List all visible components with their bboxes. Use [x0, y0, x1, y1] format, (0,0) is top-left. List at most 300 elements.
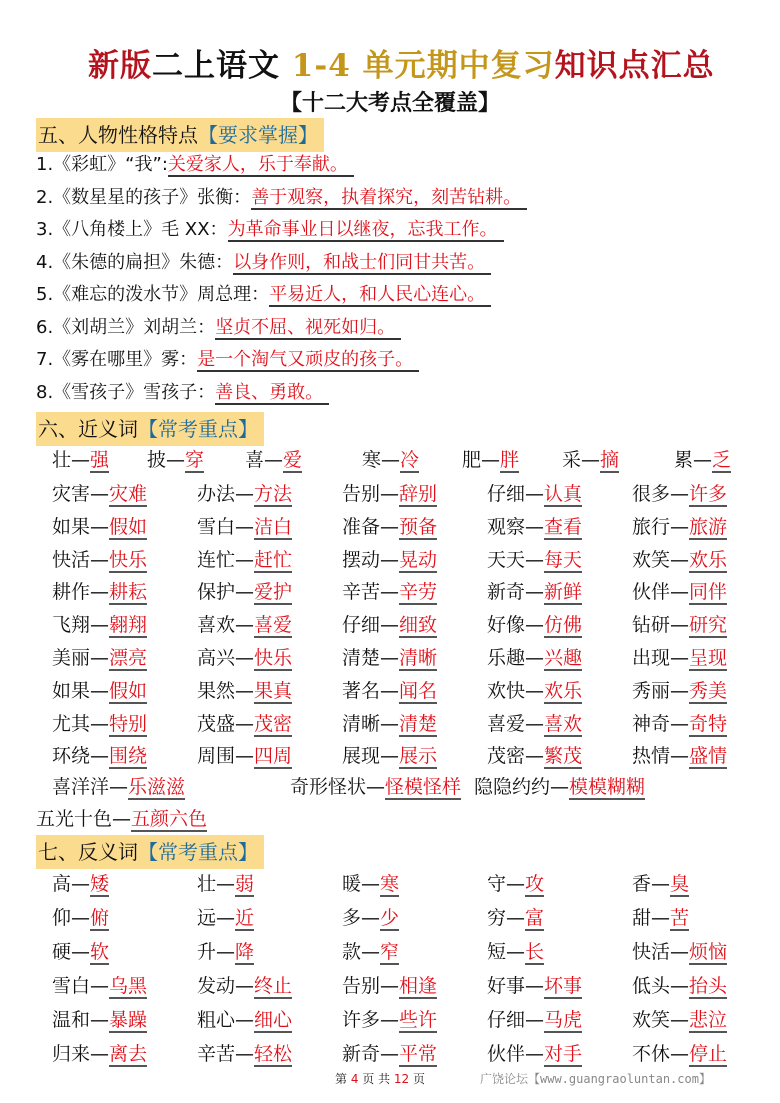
- word-answer: 乐滋滋: [128, 776, 186, 798]
- word-pair: [52, 576, 147, 608]
- section-7-tag: 【常考重点】: [138, 840, 258, 864]
- trait-item: [36, 313, 401, 343]
- word-pair: [487, 1004, 582, 1036]
- page-label-post: 页: [409, 1072, 426, 1086]
- word-answer: 辛劳: [399, 581, 438, 604]
- trait-item: [36, 248, 491, 278]
- trait-answer: 是一个淘气又顽皮的孩子。: [197, 349, 419, 372]
- word-answer: 摘: [600, 449, 620, 471]
- word-prompt: 新奇—: [342, 1043, 400, 1065]
- word-prompt: 守—: [487, 873, 526, 895]
- word-prompt: 出现—: [632, 647, 690, 669]
- trait-answer: 平易近人，和人民心连心。: [269, 284, 491, 307]
- word-answer: 新鲜: [544, 581, 583, 604]
- word-prompt: 神奇—: [632, 712, 690, 735]
- word-prompt: 仔细—: [342, 614, 400, 637]
- word-prompt: 奇形怪状—: [290, 776, 386, 798]
- word-pair: [342, 708, 437, 740]
- title-part-2: 二上语文: [152, 48, 280, 84]
- word-pair: [52, 936, 109, 968]
- word-answer: 弱: [235, 873, 255, 895]
- word-answer: 茂密: [254, 712, 293, 735]
- word-pair: [632, 1038, 727, 1070]
- word-answer: 爱护: [254, 581, 293, 604]
- word-answer: 冷: [400, 449, 420, 471]
- word-prompt: 清晰—: [342, 712, 400, 735]
- word-answer: 相逢: [399, 975, 438, 997]
- word-pair: [52, 478, 147, 510]
- word-pair: [487, 642, 582, 674]
- word-pair: [52, 1038, 147, 1070]
- word-answer: 欢乐: [689, 548, 728, 571]
- word-pair: [487, 902, 544, 934]
- word-pair: [487, 511, 582, 543]
- word-prompt: 伙伴—: [632, 581, 690, 604]
- word-answer: 臭: [670, 873, 690, 895]
- word-pair: [632, 1004, 727, 1036]
- word-pair: [197, 511, 292, 543]
- word-prompt: 如果—: [52, 515, 110, 538]
- word-answer: 富: [525, 907, 545, 929]
- word-pair: [632, 740, 727, 772]
- word-pair: [197, 936, 254, 968]
- word-prompt: 辛苦—: [197, 1043, 255, 1065]
- word-answer: 翱翔: [109, 614, 148, 637]
- trait-question: 7.《雾在哪里》雾：: [36, 349, 198, 370]
- word-pair: [487, 740, 582, 772]
- word-answer: 轻松: [254, 1043, 293, 1065]
- word-answer: 乌黑: [109, 975, 148, 997]
- word-pair: [36, 803, 207, 835]
- word-prompt: 欢快—: [487, 679, 545, 702]
- trait-question: 1.《彩虹》“我”:: [36, 154, 168, 175]
- word-prompt: 辛苦—: [342, 581, 400, 604]
- word-prompt: 准备—: [342, 515, 400, 538]
- word-answer: 对手: [544, 1043, 583, 1065]
- word-pair: [632, 708, 727, 740]
- word-answer: 赶忙: [254, 548, 293, 571]
- word-prompt: 展现—: [342, 745, 400, 768]
- word-pair: [197, 868, 254, 900]
- word-answer: 假如: [109, 515, 148, 538]
- word-answer: 快乐: [254, 647, 293, 669]
- word-prompt: 暖—: [342, 873, 381, 895]
- word-pair: [487, 936, 544, 968]
- word-answer: 暴躁: [109, 1009, 148, 1031]
- word-answer: 方法: [254, 483, 293, 505]
- section-6-title: 六、近义词: [38, 417, 138, 441]
- section-7-title: 七、反义词: [38, 840, 138, 864]
- word-pair: [632, 675, 727, 707]
- trait-item: [36, 183, 527, 213]
- word-prompt: 周围—: [197, 745, 255, 768]
- word-answer: 喜爱: [254, 614, 293, 637]
- word-answer: 预备: [399, 515, 438, 538]
- word-answer: 果真: [254, 679, 293, 702]
- word-pair: [632, 970, 727, 1002]
- word-pair: [342, 1004, 437, 1036]
- word-pair: [52, 708, 147, 740]
- word-pair: [197, 675, 292, 707]
- word-pair: [632, 902, 689, 934]
- current-page: 4: [350, 1072, 359, 1086]
- word-prompt: 许多—: [342, 1009, 400, 1031]
- word-answer: 停止: [689, 1043, 728, 1065]
- word-prompt: 多—: [342, 907, 381, 929]
- word-pair: [632, 544, 727, 576]
- word-answer: 盛情: [689, 745, 728, 768]
- trait-answer: 以身作则，和战士们同甘共苦。: [233, 252, 491, 275]
- word-prompt: 好像—: [487, 614, 545, 637]
- word-answer: 查看: [544, 515, 583, 538]
- trait-item: [36, 378, 329, 408]
- word-answer: 终止: [254, 975, 293, 997]
- word-pair: [342, 970, 437, 1002]
- word-pair: [562, 444, 619, 476]
- word-prompt: 升—: [197, 941, 236, 963]
- word-pair: [197, 609, 292, 641]
- title-part-4: 知识点汇总: [554, 48, 715, 84]
- word-prompt: 披—: [147, 449, 186, 471]
- word-answer: 软: [90, 941, 110, 963]
- word-pair: [342, 936, 399, 968]
- word-answer: 怪模怪样: [385, 776, 462, 798]
- word-prompt: 快活—: [632, 941, 690, 963]
- word-pair: [197, 576, 292, 608]
- word-prompt: 高—: [52, 873, 91, 895]
- word-answer: 认真: [544, 483, 583, 505]
- word-answer: 乏: [712, 449, 732, 471]
- word-pair: [342, 642, 437, 674]
- word-answer: 研究: [689, 614, 728, 637]
- word-answer: 寒: [380, 873, 400, 895]
- word-prompt: 喜欢—: [197, 614, 255, 637]
- word-prompt: 钻研—: [632, 614, 690, 637]
- word-prompt: 观察—: [487, 515, 545, 538]
- word-answer: 离去: [109, 1043, 148, 1065]
- word-prompt: 尤其—: [52, 712, 110, 735]
- word-pair: [52, 970, 147, 1002]
- word-prompt: 喜爱—: [487, 712, 545, 735]
- word-answer: 些许: [399, 1009, 438, 1031]
- word-prompt: 短—: [487, 941, 526, 963]
- word-pair: [52, 544, 147, 576]
- word-answer: 闻名: [399, 679, 438, 702]
- section-5-tag: 【要求掌握】: [198, 123, 318, 147]
- word-answer: 平常: [399, 1043, 438, 1065]
- word-prompt: 告别—: [342, 483, 400, 505]
- word-pair: [342, 511, 437, 543]
- word-answer: 少: [380, 907, 400, 929]
- word-pair: [487, 478, 582, 510]
- word-answer: 每天: [544, 548, 583, 571]
- word-prompt: 壮—: [52, 449, 91, 471]
- trait-answer: 坚贞不屈、视死如归。: [215, 317, 401, 340]
- word-pair: [52, 675, 147, 707]
- word-prompt: 粗心—: [197, 1009, 255, 1031]
- trait-item: [36, 150, 354, 180]
- word-pair: [52, 609, 147, 641]
- word-pair: [342, 675, 437, 707]
- word-prompt: 仔细—: [487, 1009, 545, 1031]
- word-answer: 耕耘: [109, 581, 148, 604]
- word-prompt: 连忙—: [197, 548, 255, 571]
- word-pair: [197, 708, 292, 740]
- word-answer: 降: [235, 941, 255, 963]
- word-answer: 洁白: [254, 515, 293, 538]
- word-pair: [197, 1038, 292, 1070]
- word-answer: 灾难: [109, 483, 148, 505]
- word-prompt: 采—: [562, 449, 601, 471]
- word-prompt: 耕作—: [52, 581, 110, 604]
- section-5-title: 五、人物性格特点: [38, 123, 198, 147]
- word-pair: [52, 902, 109, 934]
- section-7-heading: [36, 835, 264, 869]
- word-answer: 繁茂: [544, 745, 583, 768]
- section-5-heading: [36, 118, 324, 152]
- word-pair: [487, 868, 544, 900]
- word-answer: 强: [90, 449, 110, 471]
- word-prompt: 美丽—: [52, 647, 110, 669]
- word-pair: [487, 609, 582, 641]
- word-prompt: 好事—: [487, 975, 545, 997]
- section-6-tag: 【常考重点】: [138, 417, 258, 441]
- word-answer: 细心: [254, 1009, 293, 1031]
- word-pair: [197, 478, 292, 510]
- word-prompt: 摆动—: [342, 548, 400, 571]
- word-prompt: 高兴—: [197, 647, 255, 669]
- word-pair: [632, 478, 727, 510]
- trait-item: [36, 215, 504, 245]
- trait-question: 3.《八角楼上》毛 XX：: [36, 219, 228, 240]
- word-prompt: 雪白—: [197, 515, 255, 538]
- word-pair: [632, 936, 727, 968]
- word-prompt: 喜—: [245, 449, 284, 471]
- word-pair: [674, 444, 731, 476]
- page-number: [335, 1070, 425, 1087]
- word-pair: [632, 609, 727, 641]
- word-prompt: 旅行—: [632, 515, 690, 538]
- word-prompt: 乐趣—: [487, 647, 545, 669]
- word-prompt: 穷—: [487, 907, 526, 929]
- word-pair: [342, 1038, 437, 1070]
- word-pair: [487, 576, 582, 608]
- word-prompt: 新奇—: [487, 581, 545, 604]
- trait-question: 5.《难忘的泼水节》周总理：: [36, 284, 270, 305]
- word-pair: [362, 444, 419, 476]
- word-prompt: 低头—: [632, 975, 690, 997]
- word-prompt: 灾害—: [52, 483, 110, 505]
- page-label-pre: 第: [335, 1072, 351, 1086]
- page-label-mid: 页 共: [358, 1072, 394, 1086]
- word-prompt: 硬—: [52, 941, 91, 963]
- word-prompt: 茂密—: [487, 745, 545, 768]
- word-answer: 抬头: [689, 975, 728, 997]
- word-prompt: 秀丽—: [632, 679, 690, 702]
- word-answer: 仿佛: [544, 614, 583, 637]
- word-pair: [197, 902, 254, 934]
- word-prompt: 环绕—: [52, 745, 110, 768]
- trait-question: 2.《数星星的孩子》张衡：: [36, 186, 252, 208]
- word-answer: 马虎: [544, 1009, 583, 1031]
- word-prompt: 发动—: [197, 975, 255, 997]
- word-pair: [487, 708, 582, 740]
- trait-question: 4.《朱德的扁担》朱德：: [36, 251, 234, 273]
- word-answer: 围绕: [109, 745, 148, 768]
- trait-item: [36, 280, 491, 310]
- word-pair: [474, 771, 645, 803]
- trait-question: 6.《刘胡兰》刘胡兰：: [36, 316, 216, 338]
- word-pair: [52, 511, 147, 543]
- word-prompt: 办法—: [197, 483, 255, 505]
- word-pair: [52, 868, 109, 900]
- page-subtitle: 【十二大考点全覆盖】: [279, 90, 500, 116]
- word-prompt: 甜—: [632, 907, 671, 929]
- word-prompt: 温和—: [52, 1009, 110, 1031]
- word-prompt: 隐隐约约—: [474, 776, 570, 798]
- word-pair: [52, 444, 109, 476]
- word-pair: [290, 771, 461, 803]
- word-prompt: 热情—: [632, 745, 690, 768]
- word-answer: 辞别: [399, 483, 438, 505]
- word-answer: 窄: [380, 941, 400, 963]
- word-answer: 同伴: [689, 581, 728, 604]
- word-pair: [342, 740, 437, 772]
- word-prompt: 仔细—: [487, 483, 545, 505]
- word-answer: 苦: [670, 907, 690, 929]
- watermark: 广饶论坛【www.guangraoluntan.com】: [480, 1072, 711, 1086]
- section-6-heading: [36, 412, 264, 446]
- word-pair: [632, 576, 727, 608]
- word-answer: 攻: [525, 873, 545, 895]
- word-prompt: 肥—: [462, 449, 501, 471]
- word-pair: [197, 1004, 292, 1036]
- word-prompt: 伙伴—: [487, 1043, 545, 1065]
- word-pair: [487, 675, 582, 707]
- word-pair: [632, 868, 689, 900]
- title-part-1: 新版: [88, 48, 152, 84]
- word-prompt: 喜洋洋—: [52, 776, 129, 798]
- word-answer: 四周: [254, 745, 293, 768]
- word-answer: 细致: [399, 614, 438, 637]
- word-prompt: 茂盛—: [197, 712, 255, 735]
- word-prompt: 著名—: [342, 679, 400, 702]
- word-prompt: 壮—: [197, 873, 236, 895]
- word-prompt: 飞翔—: [52, 614, 110, 637]
- trait-question: 8.《雪孩子》雪孩子：: [36, 381, 216, 403]
- word-prompt: 累—: [674, 449, 713, 471]
- word-prompt: 远—: [197, 907, 236, 929]
- word-answer: 模模糊糊: [569, 776, 646, 798]
- word-answer: 奇特: [689, 712, 728, 735]
- word-prompt: 款—: [342, 941, 381, 963]
- word-pair: [342, 902, 399, 934]
- word-pair: [342, 868, 399, 900]
- word-pair: [342, 609, 437, 641]
- word-answer: 漂亮: [109, 647, 148, 669]
- word-prompt: 寒—: [362, 449, 401, 471]
- word-prompt: 仰—: [52, 907, 91, 929]
- word-pair: [147, 444, 204, 476]
- word-answer: 喜欢: [544, 712, 583, 735]
- word-prompt: 五光十色—: [36, 808, 132, 830]
- trait-answer: 为革命事业日以继夜，忘我工作。: [228, 219, 504, 242]
- word-pair: [245, 444, 302, 476]
- word-answer: 长: [525, 941, 545, 963]
- word-pair: [197, 970, 292, 1002]
- word-pair: [342, 544, 437, 576]
- word-answer: 快乐: [109, 548, 148, 571]
- word-pair: [197, 740, 292, 772]
- trait-answer: 善于观察，执着探究，刻苦钻耕。: [251, 187, 527, 210]
- word-answer: 假如: [109, 679, 148, 702]
- trait-answer: 善良、勇敢。: [215, 382, 329, 405]
- word-pair: [487, 1038, 582, 1070]
- word-answer: 坏事: [544, 975, 583, 997]
- word-pair: [342, 478, 437, 510]
- word-prompt: 不休—: [632, 1043, 690, 1065]
- word-answer: 清晰: [399, 647, 438, 669]
- word-prompt: 很多—: [632, 483, 690, 505]
- word-pair: [52, 771, 185, 803]
- word-answer: 呈现: [689, 647, 728, 669]
- title-part-3: 1-4 单元期中复习: [280, 48, 555, 84]
- word-prompt: 归来—: [52, 1043, 110, 1065]
- word-pair: [487, 544, 582, 576]
- word-prompt: 雪白—: [52, 975, 110, 997]
- word-prompt: 告别—: [342, 975, 400, 997]
- word-answer: 特别: [109, 712, 148, 735]
- word-answer: 俯: [90, 907, 110, 929]
- word-answer: 展示: [399, 745, 438, 768]
- word-pair: [487, 970, 582, 1002]
- word-answer: 清楚: [399, 712, 438, 735]
- word-pair: [197, 544, 292, 576]
- word-pair: [342, 576, 437, 608]
- trait-answer: 关爱家人，乐于奉献。: [168, 154, 354, 177]
- word-answer: 旅游: [689, 515, 728, 538]
- word-prompt: 天天—: [487, 548, 545, 571]
- word-answer: 烦恼: [689, 941, 728, 963]
- word-answer: 五颜六色: [131, 808, 208, 830]
- word-pair: [52, 642, 147, 674]
- word-prompt: 欢笑—: [632, 548, 690, 571]
- word-answer: 秀美: [689, 679, 728, 702]
- word-pair: [462, 444, 519, 476]
- word-pair: [52, 740, 147, 772]
- word-prompt: 快活—: [52, 548, 110, 571]
- word-answer: 欢乐: [544, 679, 583, 702]
- trait-item: [36, 345, 419, 375]
- word-answer: 兴趣: [544, 647, 583, 669]
- word-answer: 爱: [283, 449, 303, 471]
- word-pair: [197, 642, 292, 674]
- word-answer: 晃动: [399, 548, 438, 571]
- word-prompt: 果然—: [197, 679, 255, 702]
- word-pair: [632, 642, 727, 674]
- word-answer: 胖: [500, 449, 520, 471]
- word-prompt: 欢笑—: [632, 1009, 690, 1031]
- word-answer: 穿: [185, 449, 205, 471]
- word-answer: 悲泣: [689, 1009, 728, 1031]
- word-prompt: 保护—: [197, 581, 255, 604]
- word-prompt: 香—: [632, 873, 671, 895]
- total-pages: 12: [393, 1072, 410, 1086]
- word-prompt: 清楚—: [342, 647, 400, 669]
- page-title: [88, 40, 768, 85]
- word-answer: 矮: [90, 873, 110, 895]
- word-prompt: 如果—: [52, 679, 110, 702]
